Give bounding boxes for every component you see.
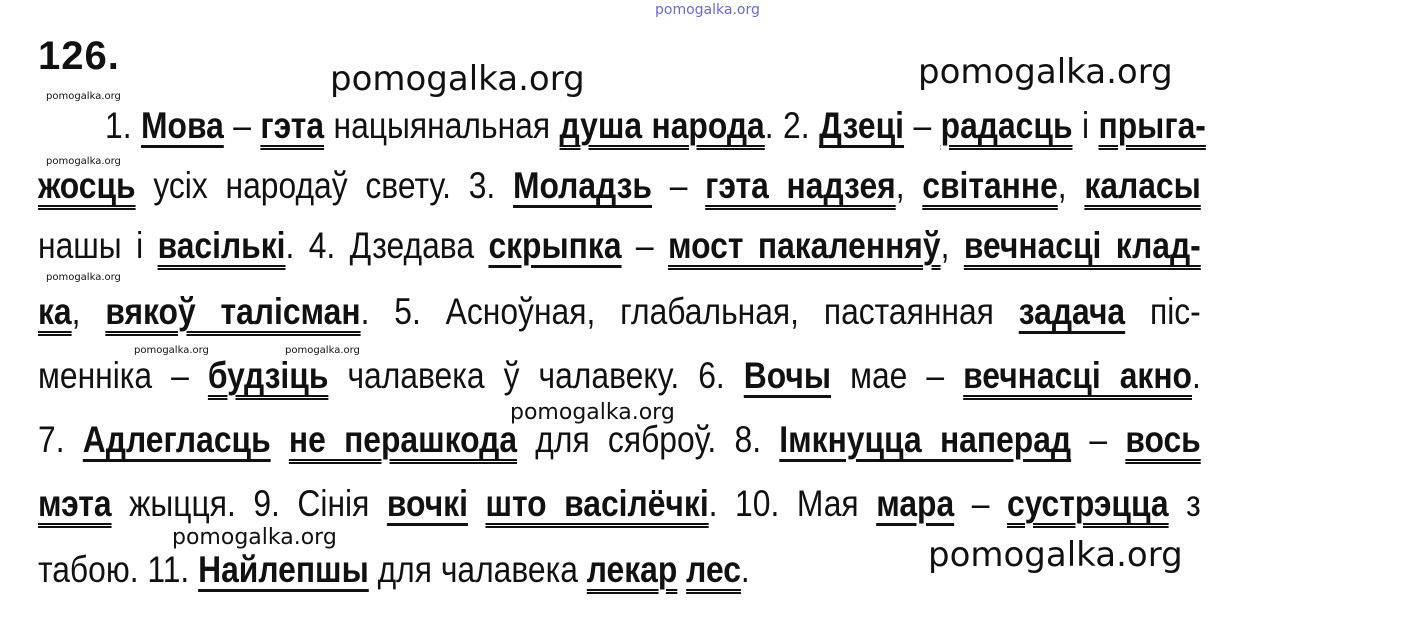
underlined-sentence-part: сустрэцца bbox=[1006, 483, 1169, 524]
text-fragment: . bbox=[740, 549, 750, 590]
underlined-sentence-part: будзіць bbox=[207, 355, 329, 396]
text-fragment: , bbox=[940, 225, 950, 266]
underlined-sentence-part: Моладзь bbox=[512, 165, 652, 206]
underlined-sentence-part: вякоў талісман bbox=[105, 291, 361, 332]
text-line bbox=[38, 346, 1201, 406]
underlined-sentence-part: задача bbox=[1018, 291, 1126, 332]
underlined-sentence-part: душа народа bbox=[559, 105, 765, 146]
watermark-large-2: pomogalka.org bbox=[918, 52, 1173, 92]
underlined-sentence-part: мэта bbox=[38, 483, 112, 524]
underlined-sentence-part: жосць bbox=[38, 165, 136, 206]
text-fragment: – bbox=[669, 165, 688, 206]
text-fragment: Дзедава bbox=[349, 225, 475, 266]
underlined-sentence-part: прыга- bbox=[1098, 105, 1206, 146]
underlined-sentence-part: скрыпка bbox=[488, 225, 622, 266]
watermark-top: pomogalka.org bbox=[655, 2, 760, 18]
text-fragment: і bbox=[1081, 105, 1090, 146]
text-fragment: 1. bbox=[105, 105, 132, 146]
watermark-large-1: pomogalka.org bbox=[330, 59, 585, 99]
text-fragment: ў bbox=[503, 355, 520, 396]
text-fragment: – bbox=[926, 355, 945, 396]
underlined-sentence-part: Вочы bbox=[743, 355, 832, 396]
underlined-sentence-part: радасць bbox=[940, 105, 1073, 146]
underlined-sentence-part: Дзеці bbox=[819, 105, 905, 146]
text-fragment: менніка bbox=[38, 355, 153, 396]
text-fragment: чалавеку. 6. bbox=[538, 355, 725, 396]
text-fragment: 7. bbox=[38, 419, 65, 460]
text-line bbox=[38, 282, 1201, 342]
text-fragment: Мая bbox=[796, 483, 859, 524]
text-fragment: чалавека bbox=[440, 549, 578, 590]
text-fragment: . bbox=[1191, 355, 1201, 396]
underlined-sentence-part: мост пакаленняў bbox=[668, 225, 941, 266]
underlined-sentence-part: Мова bbox=[140, 105, 224, 146]
text-fragment: і bbox=[136, 225, 144, 266]
underlined-sentence-part: лекар bbox=[586, 549, 678, 590]
underlined-sentence-part: гэта надзея bbox=[705, 165, 896, 206]
text-fragment: усіх bbox=[153, 165, 208, 206]
text-fragment: пастаянная bbox=[823, 291, 994, 332]
text-fragment: для bbox=[535, 419, 590, 460]
underlined-sentence-part: гэта bbox=[260, 105, 325, 146]
watermark-small-5: pomogalka.org bbox=[285, 345, 360, 356]
watermark-small-3: pomogalka.org bbox=[46, 272, 121, 283]
text-fragment: табою. 11. bbox=[38, 549, 190, 590]
text-fragment: . 4. bbox=[285, 225, 336, 266]
text-fragment: , bbox=[71, 291, 81, 332]
text-fragment: мае bbox=[850, 355, 908, 396]
watermark-small-4: pomogalka.org bbox=[134, 345, 209, 356]
watermark-small-2: pomogalka.org bbox=[46, 156, 121, 167]
text-fragment: свету. 3. bbox=[365, 165, 496, 206]
text-fragment: . 5. bbox=[360, 291, 421, 332]
underlined-sentence-part: вочкі bbox=[386, 483, 468, 524]
watermark-medium-1: pomogalka.org bbox=[510, 400, 675, 425]
underlined-sentence-part: каласы bbox=[1084, 165, 1201, 206]
text-fragment: нашы bbox=[38, 225, 122, 266]
underlined-sentence-part: лес bbox=[686, 549, 741, 590]
underlined-sentence-part: вечнасці акно bbox=[963, 355, 1192, 396]
underlined-sentence-part: світанне bbox=[922, 165, 1058, 206]
text-fragment: , bbox=[1057, 165, 1067, 206]
text-fragment: . 10. bbox=[708, 483, 780, 524]
text-fragment: , bbox=[895, 165, 905, 206]
text-fragment: глабальная, bbox=[620, 291, 799, 332]
text-fragment: – bbox=[971, 483, 990, 524]
text-fragment: . 2. bbox=[764, 105, 810, 146]
underlined-sentence-part: вось bbox=[1125, 419, 1201, 460]
text-fragment: – bbox=[233, 105, 251, 146]
text-fragment: нацыянальная bbox=[333, 105, 551, 146]
underlined-sentence-part: не перашкода bbox=[288, 419, 518, 460]
underlined-sentence-part: Адлегласць bbox=[82, 419, 271, 460]
watermark-medium-2: pomogalka.org bbox=[172, 525, 337, 550]
text-fragment: народаў bbox=[225, 165, 348, 206]
text-fragment: – bbox=[913, 105, 932, 146]
text-line bbox=[105, 96, 1206, 156]
underlined-sentence-part: мара bbox=[876, 483, 955, 524]
text-fragment: Сінія bbox=[297, 483, 370, 524]
underlined-sentence-part: Імкнуцца наперад bbox=[779, 419, 1072, 460]
text-fragment: з bbox=[1186, 483, 1201, 524]
text-line bbox=[38, 156, 1201, 216]
text-fragment: – bbox=[171, 355, 189, 396]
underlined-sentence-part: васількі bbox=[157, 225, 286, 266]
underlined-sentence-part: ка bbox=[38, 291, 72, 332]
text-line bbox=[38, 216, 1201, 276]
text-fragment: піс- bbox=[1149, 291, 1201, 332]
underlined-sentence-part: вечнасці клад- bbox=[963, 225, 1201, 266]
text-fragment: жыцця. 9. bbox=[129, 483, 280, 524]
exercise-number: 126. bbox=[38, 34, 120, 78]
underlined-sentence-part: што васілёчкі bbox=[485, 483, 709, 524]
text-fragment: сяброў. 8. bbox=[607, 419, 762, 460]
underlined-sentence-part: Найлепшы bbox=[198, 549, 369, 590]
text-fragment: Асноўная, bbox=[445, 291, 596, 332]
text-fragment: чалавека bbox=[347, 355, 485, 396]
watermark-large-3: pomogalka.org bbox=[928, 535, 1183, 575]
watermark-small-1: pomogalka.org bbox=[46, 91, 121, 102]
text-fragment: для bbox=[377, 549, 432, 590]
text-fragment: – bbox=[1089, 419, 1108, 460]
text-fragment: – bbox=[635, 225, 654, 266]
